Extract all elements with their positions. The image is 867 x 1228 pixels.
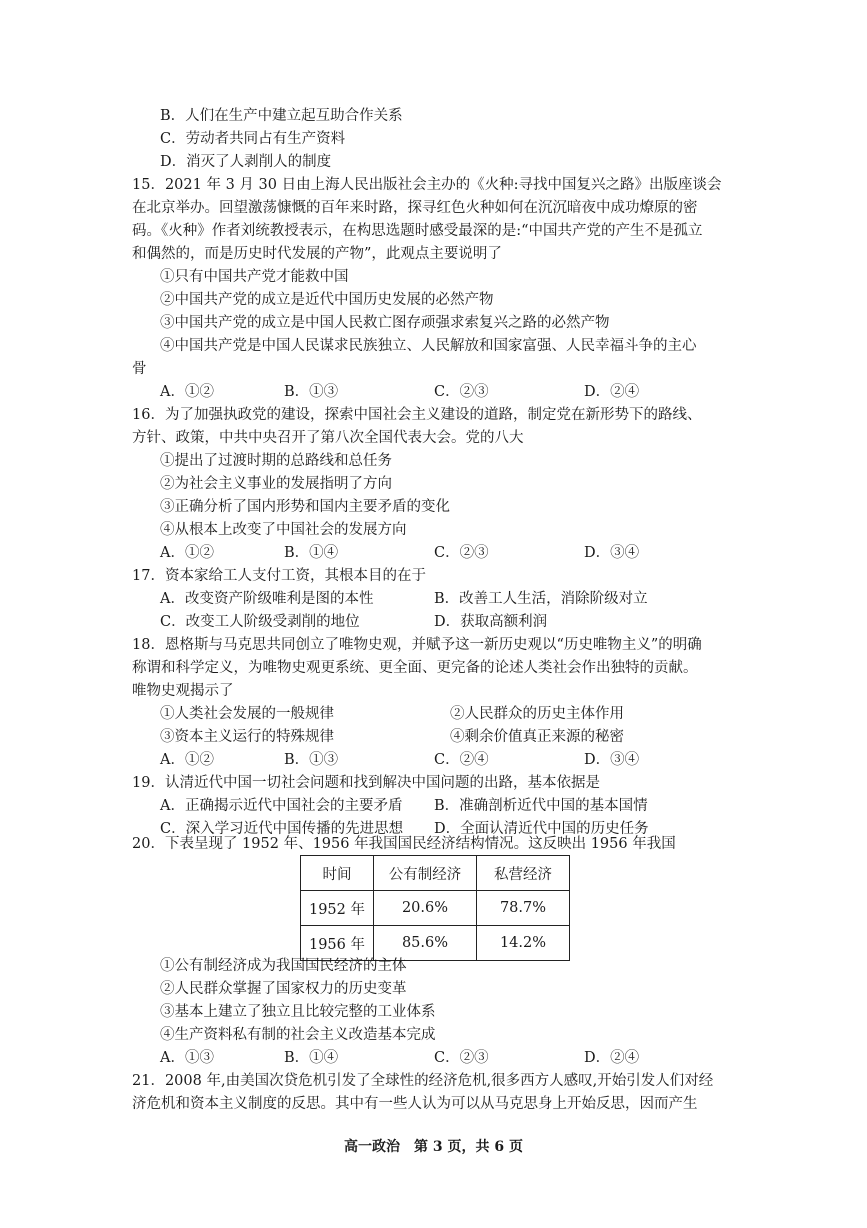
q16-statement-1: ①提出了过渡时期的总路线和总任务 [160, 453, 392, 469]
q20-option-c: C．②③ [434, 1050, 489, 1066]
q18-statement-4: ④剩余价值真正来源的秘密 [450, 729, 624, 745]
q16-option-a: A．①② [160, 545, 214, 561]
q15-statement-1: ①只有中国共产党才能救中国 [160, 269, 349, 285]
q20-option-a: A．①③ [160, 1050, 214, 1066]
q21-stem-line-1: 21．2008 年,由美国次贷危机引发了全球性的经济危机,很多西方人感叹,开始引发人们对经 [132, 1073, 714, 1089]
q15-option-a: A．①② [160, 384, 214, 400]
q15-stem-line-1: 15．2021 年 3 月 30 日由上海人民出版社会主办的《火种:寻找中国复兴之路》出版座谈会 [132, 177, 722, 193]
q15-option-c: C．②③ [434, 384, 489, 400]
economy-structure-table [300, 855, 570, 961]
q16-statement-4: ④从根本上改变了中国社会的发展方向 [160, 522, 407, 538]
table-cell: 78.7% [477, 891, 570, 926]
q15-stem-line-4: 和偶然的，而是历史时代发展的产物”，此观点主要说明了 [132, 246, 502, 262]
q20-statement-1: ①公有制经济成为我国国民经济的主体 [160, 958, 407, 974]
table-header-row [301, 856, 570, 891]
q20-statement-2: ②人民群众掌握了国家权力的历史变革 [160, 981, 407, 997]
table-cell: 85.6% [374, 926, 477, 961]
q17-option-c: C．改变工人阶级受剥削的地位 [160, 614, 360, 630]
q17-option-d: D．获取高额利润 [434, 614, 548, 630]
q20-option-b: B．①④ [284, 1050, 339, 1066]
q20-statement-3: ③基本上建立了独立且比较完整的工业体系 [160, 1004, 436, 1020]
q16-statement-2: ②为社会主义事业的发展指明了方向 [160, 476, 392, 492]
q20-statement-4: ④生产资料私有制的社会主义改造基本完成 [160, 1027, 436, 1043]
q21-stem-line-2: 济危机和资本主义制度的反思。其中有一些人认为可以从马克思身上开始反思，因而产生 [132, 1096, 698, 1112]
q16-option-d: D．③④ [584, 545, 640, 561]
q15-option-b: B．①③ [284, 384, 339, 400]
table-header-cell: 时间 [301, 856, 374, 891]
q17-stem: 17．资本家给工人支付工资，其根本目的在于 [132, 568, 426, 584]
q17-option-b: B．改善工人生活，消除阶级对立 [434, 591, 648, 607]
q16-statement-3: ③正确分析了国内形势和国内主要矛盾的变化 [160, 499, 450, 515]
q18-stem-line-3: 唯物史观揭示了 [132, 683, 234, 699]
q18-option-a: A．①② [160, 752, 214, 768]
q16-option-b: B．①④ [284, 545, 339, 561]
q14-option-b: B．人们在生产中建立起互助合作关系 [160, 108, 403, 124]
q16-option-c: C．②③ [434, 545, 489, 561]
q18-option-d: D．③④ [584, 752, 640, 768]
q18-option-c: C．②④ [434, 752, 489, 768]
q15-stem-line-2: 在北京举办。回望激荡慷慨的百年来时路，探寻红色火种如何在沉沉暗夜中成功燎原的密 [132, 200, 698, 216]
q15-option-d: D．②④ [584, 384, 640, 400]
q18-stem-line-1: 18．恩格斯与马克思共同创立了唯物史观，并赋予这一新历史观以“历史唯物主义”的明确 [132, 637, 702, 653]
q15-statement-2: ②中国共产党的成立是近代中国历史发展的必然产物 [160, 292, 494, 308]
table-cell: 14.2% [477, 926, 570, 961]
q16-stem-line-1: 16．为了加强执政党的建设，探索中国社会主义建设的道路，制定党在新形势下的路线、 [132, 407, 702, 423]
table-cell: 1956 年 [301, 926, 374, 961]
q15-stem-line-3: 码。《火种》作者刘统教授表示，在构思选题时感受最深的是:“中国共产党的产生不是孤立 [132, 223, 703, 239]
q18-option-b: B．①③ [284, 752, 339, 768]
table-header-cell: 公有制经济 [374, 856, 477, 891]
q18-statement-2: ②人民群众的历史主体作用 [450, 706, 624, 722]
q20-option-d: D．②④ [584, 1050, 640, 1066]
q14-option-d: D．消灭了人剥削人的制度 [160, 154, 332, 170]
q18-statement-3: ③资本主义运行的特殊规律 [160, 729, 334, 745]
q17-option-a: A．改变资产阶级唯利是图的本性 [160, 591, 374, 607]
page-footer: 高一政治 第 3 页，共 6 页 [344, 1139, 523, 1155]
table-cell: 1952 年 [301, 891, 374, 926]
q19-stem: 19．认清近代中国一切社会问题和找到解决中国问题的出路，基本依据是 [132, 775, 600, 791]
q15-statement-3: ③中国共产党的成立是中国人民救亡图存顽强求索复兴之路的必然产物 [160, 315, 610, 331]
table-header-cell: 私营经济 [477, 856, 570, 891]
table-row [301, 891, 570, 926]
q15-statement-4: ④中国共产党是中国人民谋求民族独立、人民解放和国家富强、人民幸福斗争的主心 [160, 338, 697, 354]
table-cell: 20.6% [374, 891, 477, 926]
q20-stem: 20．下表呈现了 1952 年、1956 年我国国民经济结构情况。这反映出 1956 年我国 [132, 836, 676, 852]
q15-statement-4-cont: 骨 [132, 361, 147, 377]
q14-option-c: C．劳动者共同占有生产资料 [160, 131, 346, 147]
q19-option-d: D．全面认清近代中国的历史任务 [434, 821, 649, 837]
q18-statement-1: ①人类社会发展的一般规律 [160, 706, 334, 722]
q19-option-c: C．深入学习近代中国传播的先进思想 [160, 821, 404, 837]
q19-option-a: A．正确揭示近代中国社会的主要矛盾 [160, 798, 403, 814]
q18-stem-line-2: 称谓和科学定义，为唯物史观更系统、更全面、更完备的论述人类社会作出独特的贡献。 [132, 660, 698, 676]
q19-option-b: B．准确剖析近代中国的基本国情 [434, 798, 648, 814]
q16-stem-line-2: 方针、政策，中共中央召开了第八次全国代表大会。党的八大 [132, 430, 524, 446]
